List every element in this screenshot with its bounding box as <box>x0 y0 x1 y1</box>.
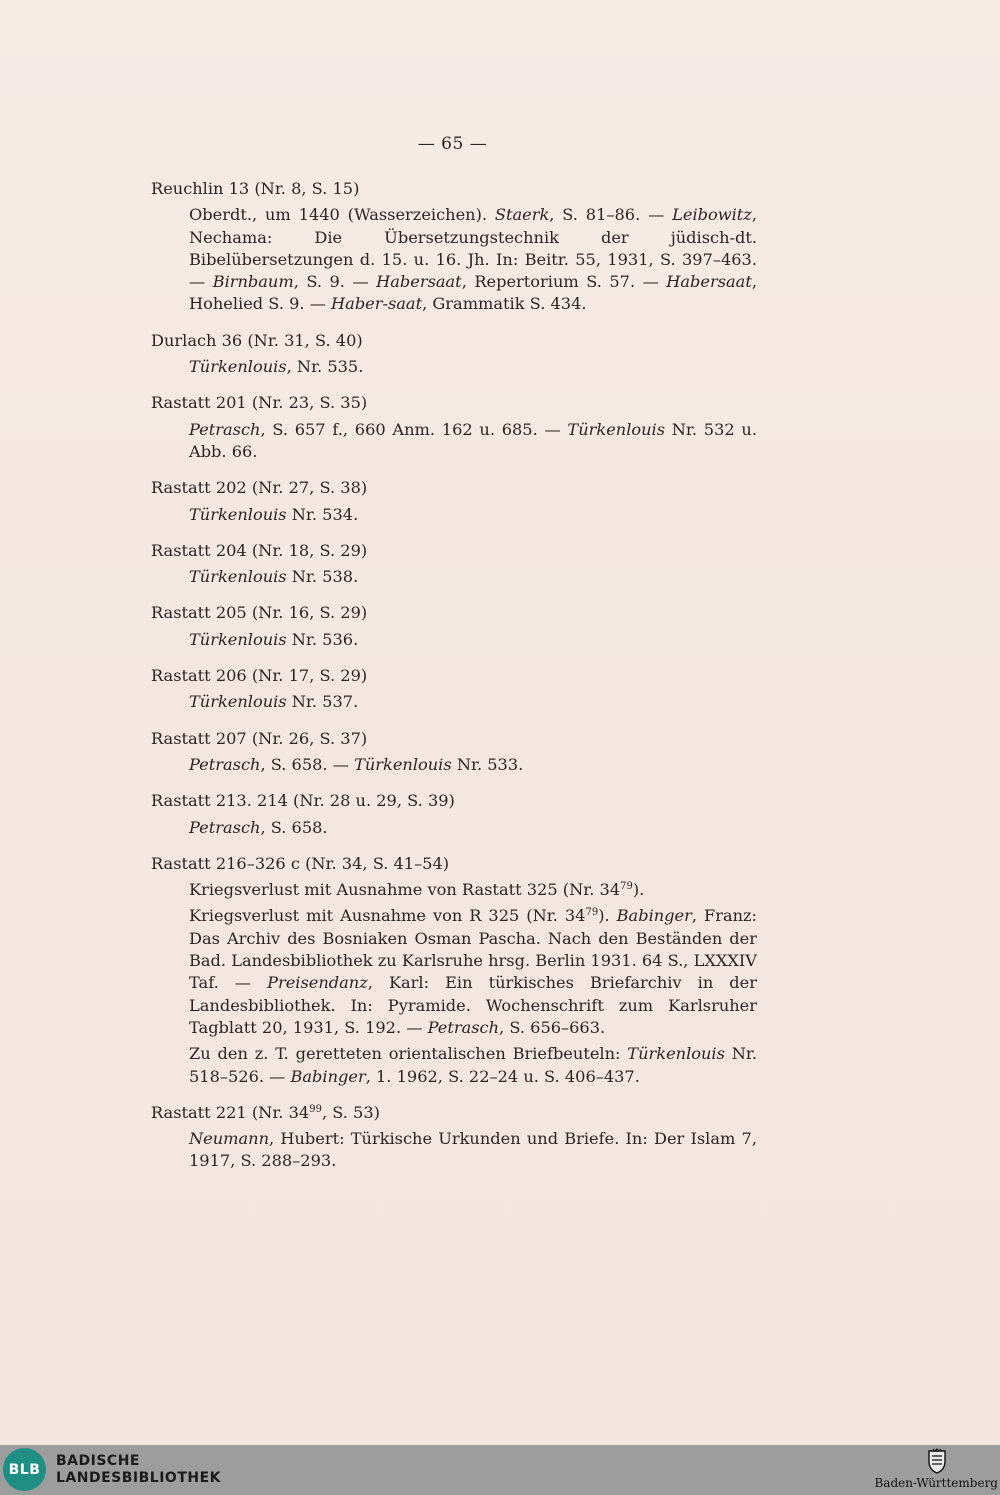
text-run: ). <box>632 880 645 900</box>
author-name: Türkenlouis <box>189 567 287 587</box>
entry-shelfmark <box>151 1102 757 1124</box>
author-name: Türkenlouis <box>189 504 287 524</box>
author-name: Petrasch <box>189 419 261 439</box>
entry-reference <box>151 356 757 378</box>
coat-of-arms-icon <box>926 1448 948 1474</box>
text-run: , S. 656–663. <box>499 1017 606 1037</box>
author-name: Türkenlouis <box>567 419 666 439</box>
entry-reference <box>151 566 757 588</box>
author-name: Babinger <box>616 906 692 926</box>
text-run: Oberdt., um 1440 (Wasserzeichen). <box>189 205 495 225</box>
author-name: Preisendanz <box>267 973 368 993</box>
bibliography-list <box>151 178 757 1187</box>
author-name: Neumann <box>189 1129 270 1149</box>
text-run: Nr. 536. <box>286 629 359 649</box>
entry-shelfmark: Rastatt 205 (Nr. 16, S. 29) <box>151 603 368 623</box>
text-run: Nr. 538. <box>286 567 359 587</box>
text-run: , Repertorium S. 57. — <box>461 272 667 292</box>
bibliography-entry <box>151 392 757 463</box>
text-run: Nr. 532 u. Abb. 66. <box>189 419 757 461</box>
text-run: , S. 657 f., 660 Anm. 162 u. 685. — <box>260 419 568 439</box>
entry-reference <box>151 905 757 1039</box>
author-name: Türkenlouis <box>189 629 287 649</box>
bibliography-entry <box>151 665 757 714</box>
text-run: , S. 9. — <box>293 272 377 292</box>
blb-logo-icon[interactable]: BLB <box>3 1448 46 1491</box>
text-run: Rastatt 221 (Nr. 34 <box>151 1102 310 1122</box>
entry-shelfmark: Rastatt 202 (Nr. 27, S. 38) <box>151 478 368 498</box>
author-name: Haber-saat <box>331 294 423 314</box>
author-name: Habersaat <box>376 272 462 292</box>
page-number: — 65 — <box>417 134 488 154</box>
author-name: Habersaat <box>666 272 752 292</box>
bibliography-entry <box>151 330 757 379</box>
text-run: Nr. 533. <box>451 754 524 774</box>
entry-reference <box>151 419 757 464</box>
text-run: Zu den z. T. geretteten orientalischen Briefbeuteln: <box>189 1044 628 1064</box>
superscript: 79 <box>620 881 633 893</box>
author-name: Türkenlouis <box>189 357 287 377</box>
footer-bar <box>0 1445 1000 1495</box>
entry-reference <box>151 629 757 651</box>
author-name: Türkenlouis <box>354 754 452 774</box>
library-name-line1: BADISCHE <box>56 1453 140 1469</box>
text-run: , S. 53) <box>321 1102 380 1122</box>
entry-shelfmark: Rastatt 206 (Nr. 17, S. 29) <box>151 666 368 686</box>
text-run: , Franz: Das Archiv des Bosniaken Osman Pascha. Nach den Beständen der Bad. Landesbibliothek zu Karlsruhe hrsg. Berlin 1931. 64 S., LXXXIV Taf. — <box>189 906 758 993</box>
author-name: Leibowitz <box>672 205 752 225</box>
author-name: Türkenlouis <box>189 692 287 712</box>
entry-reference <box>151 691 757 713</box>
entry-shelfmark: Rastatt 213. 214 (Nr. 28 u. 29, S. 39) <box>151 791 455 811</box>
entry-shelfmark: Rastatt 207 (Nr. 26, S. 37) <box>151 728 368 748</box>
bibliography-entry <box>151 1102 757 1173</box>
entry-shelfmark: Reuchlin 13 (Nr. 8, S. 15) <box>151 179 360 198</box>
bibliography-entry <box>151 853 757 1088</box>
entry-reference <box>151 204 757 315</box>
entry-shelfmark: Rastatt 204 (Nr. 18, S. 29) <box>151 540 368 560</box>
bibliography-entry <box>151 477 757 526</box>
text-run: , S. 81–86. — <box>549 205 673 225</box>
entry-reference <box>151 817 757 839</box>
text-run: Kriegsverlust mit Ausnahme von R 325 (Nr. 34 <box>189 906 586 926</box>
state-name[interactable]: Baden-Württemberg <box>874 1476 998 1490</box>
bibliography-entry <box>151 728 757 777</box>
library-name[interactable] <box>56 1453 221 1487</box>
entry-shelfmark: Rastatt 216–326 c (Nr. 34, S. 41–54) <box>151 853 450 873</box>
text-run: , 1. 1962, S. 22–24 u. S. 406–437. <box>365 1066 640 1086</box>
bibliography-entry <box>151 178 757 316</box>
library-name-line2: LANDESBIBLIOTHEK <box>56 1470 222 1486</box>
entry-reference <box>151 504 757 526</box>
text-run: , Hubert: Türkische Urkunden und Briefe. In: Der Islam 7, 1917, S. 288–293. <box>189 1129 757 1171</box>
text-run: , Grammatik S. 434. <box>422 294 587 314</box>
text-run: Kriegsverlust mit Ausnahme von Rastatt 325 (Nr. 34 <box>189 880 621 900</box>
bibliography-entry <box>151 602 757 651</box>
entry-reference <box>151 1128 757 1173</box>
superscript: 79 <box>585 907 599 919</box>
author-name: Petrasch <box>189 754 261 774</box>
text-run: , Karl: Ein türkisches Briefarchiv in der Landesbibliothek. In: Pyramide. Wochenschrift zum Karlsruher Tagblatt 20, 1931, S. 192. — <box>189 973 757 1037</box>
entry-shelfmark: Durlach 36 (Nr. 31, S. 40) <box>151 330 363 350</box>
text-run: Nr. 534. <box>286 504 359 524</box>
author-name: Babinger <box>290 1066 366 1086</box>
text-run: , Nechama: Die Übersetzungstechnik der jüdisch-dt. Bibelübersetzungen d. 15. u. 16. Jh. In: Beitr. 55, 1931, S. 397–463. — <box>189 205 757 292</box>
text-run: ). <box>598 906 617 926</box>
author-name: Petrasch <box>189 817 261 837</box>
bibliography-entry <box>151 540 757 589</box>
text-run: Nr. 518–526. — <box>189 1044 757 1086</box>
entry-reference <box>151 754 757 776</box>
text-run: , Nr. 535. <box>286 357 364 377</box>
text-run: , S. 658. — <box>260 754 355 774</box>
text-run: , Hohelied S. 9. — <box>189 272 757 314</box>
author-name: Birnbaum <box>212 272 294 292</box>
text-run: , S. 658. <box>260 817 328 837</box>
bibliography-entry <box>151 790 757 839</box>
author-name: Staerk <box>494 205 550 225</box>
entry-reference <box>151 879 757 901</box>
text-run: Nr. 537. <box>286 692 359 712</box>
superscript: 99 <box>309 1103 322 1115</box>
author-name: Petrasch <box>427 1017 500 1037</box>
entry-shelfmark: Rastatt 201 (Nr. 23, S. 35) <box>151 393 368 413</box>
author-name: Türkenlouis <box>627 1044 725 1064</box>
entry-reference <box>151 1043 757 1088</box>
